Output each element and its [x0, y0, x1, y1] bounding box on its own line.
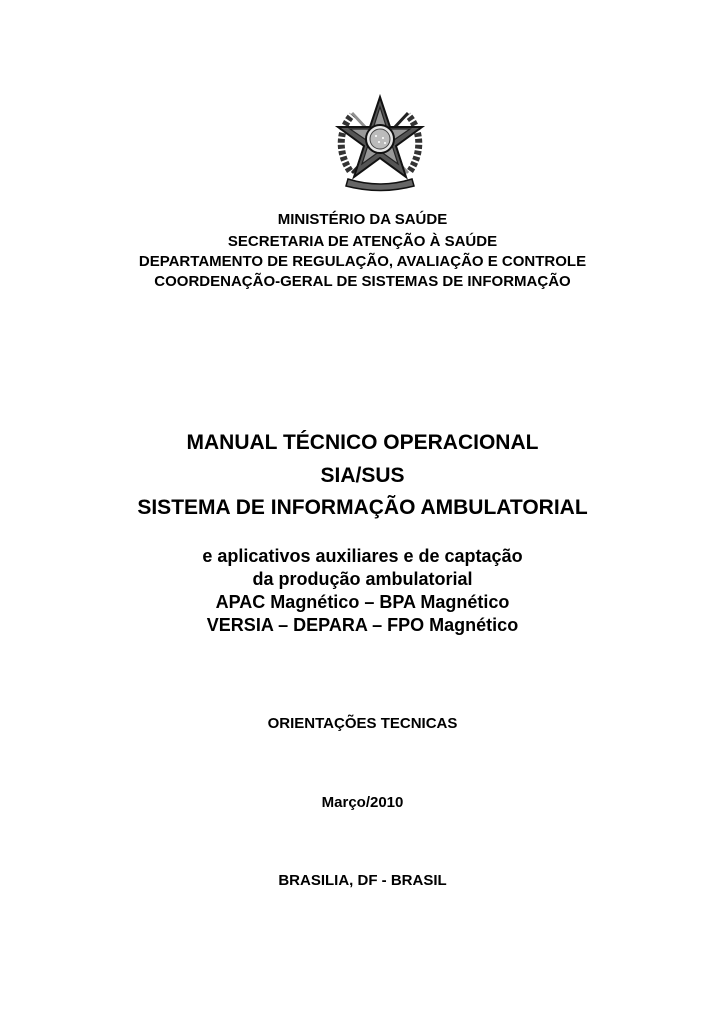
document-title-line3: SISTEMA DE INFORMAÇÃO AMBULATORIAL: [137, 496, 588, 519]
coat-of-arms-of-brazil-icon: [330, 93, 430, 193]
subtitle-line4: VERSIA – DEPARA – FPO Magnético: [206, 615, 519, 635]
publication-location: BRASILIA, DF - BRASIL: [278, 872, 447, 889]
orientation-heading: ORIENTAÇÕES TECNICAS: [267, 715, 458, 732]
institution-secretariat: SECRETARIA DE ATENÇÃO À SAÚDE: [227, 233, 498, 250]
institution-ministry: MINISTÉRIO DA SAÚDE: [277, 211, 448, 228]
subtitle-line2: da produção ambulatorial: [252, 569, 473, 589]
publication-date: Março/2010: [321, 794, 404, 811]
subtitle-line1: e aplicativos auxiliares e de captação: [202, 546, 523, 566]
institution-coordination: COORDENAÇÃO-GERAL DE SISTEMAS DE INFORMAÇÃO: [154, 273, 571, 290]
document-title-line2: SIA/SUS: [320, 464, 405, 487]
subtitle-line3: APAC Magnético – BPA Magnético: [215, 592, 510, 612]
document-title-line1: MANUAL TÉCNICO OPERACIONAL: [186, 431, 539, 454]
institution-department: DEPARTAMENTO DE REGULAÇÃO, AVALIAÇÃO E CONTROLE: [138, 253, 587, 270]
